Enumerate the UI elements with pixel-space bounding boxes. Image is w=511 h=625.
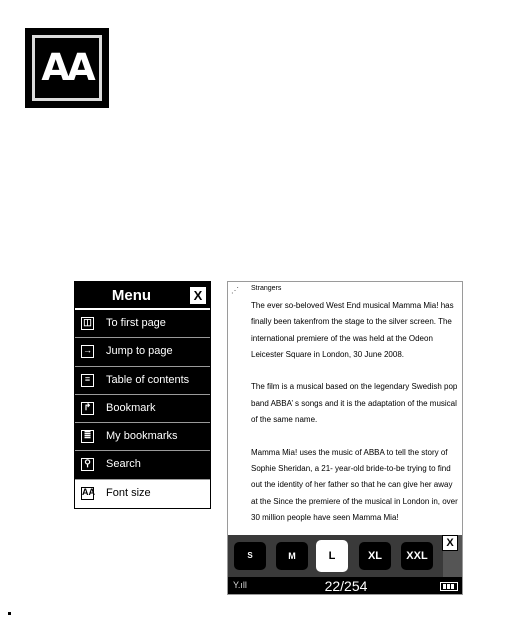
reader-paragraph: The ever so-beloved West End musical Mamma Mia! has finally been takenfrom the stage to the silver screen. The international premiere of the was held at the Odeon Leicester Square in London, 30 June 2008. — [251, 301, 454, 359]
page-indicator: 22/254 — [324, 578, 368, 594]
first-page-icon — [81, 317, 94, 330]
my-bookmarks-icon — [81, 430, 94, 443]
menu-item-font-size[interactable] — [75, 480, 210, 508]
menu-item-to-first-page[interactable] — [75, 310, 210, 338]
chapter-dots-icon: ⋰ — [231, 286, 238, 295]
font-size-xxl-button[interactable]: XXL — [401, 542, 433, 570]
font-size-icon — [81, 487, 94, 500]
table-of-contents-icon-symbol: ≡ — [84, 373, 91, 384]
bookmark-icon-symbol: ↱ — [83, 401, 92, 412]
table-of-contents-icon — [81, 374, 94, 387]
font-bar-close-button[interactable]: X — [442, 535, 458, 551]
reader-paragraph: The film is a musical based on the legendary Swedish pop band ABBA’ s songs and it is the adaptation of the musical of the same name. — [251, 382, 458, 425]
font-size-icon-frame — [32, 35, 102, 101]
menu-title: Menu — [111, 287, 152, 304]
menu-item-search[interactable] — [75, 451, 210, 479]
menu-header — [75, 282, 210, 310]
bookmark-icon — [81, 402, 94, 415]
font-size-bar — [228, 535, 443, 577]
first-page-icon-symbol: ◫ — [83, 317, 92, 327]
menu-panel — [74, 281, 211, 509]
font-size-xl-button[interactable]: XL — [359, 542, 391, 570]
menu-close-button[interactable]: X — [190, 287, 206, 304]
menu-item-table-of-contents[interactable] — [75, 367, 210, 395]
my-bookmarks-icon-symbol: ≣ — [83, 430, 92, 441]
search-icon — [81, 458, 94, 471]
menu-item-my-bookmarks[interactable] — [75, 423, 210, 451]
stray-mark — [8, 612, 11, 615]
menu-item-jump-to-page[interactable] — [75, 338, 210, 366]
jump-to-page-icon — [81, 345, 94, 358]
battery-icon — [440, 582, 458, 591]
chapter-title: Strangers — [251, 285, 282, 292]
menu-item-bookmark[interactable] — [75, 395, 210, 423]
menu-item-label: My bookmarks — [106, 430, 178, 443]
font-size-icon-glyph: AA — [41, 46, 93, 89]
font-size-m-button[interactable]: M — [276, 542, 308, 570]
menu-item-label: Font size — [106, 486, 151, 499]
reader-text[interactable] — [251, 298, 461, 526]
reader-paragraph: Mamma Mia! uses the music of ABBA to tell the story of Sophie Sheridan, a 21- year-old bride-to-be trying to find out the identity of her father so that he can give her away at the Since the premiere of the musical in London in, over 30 million people have seen Mamma Mia! — [251, 447, 458, 522]
search-icon-symbol: ⚲ — [84, 458, 91, 469]
menu-item-label: To first page — [106, 317, 166, 329]
status-bar — [228, 577, 463, 595]
menu-item-label: Table of contents — [106, 373, 190, 386]
font-size-s-button[interactable]: S — [234, 542, 266, 570]
font-size-l-button[interactable]: L — [316, 540, 348, 572]
jump-to-page-icon-symbol: → — [83, 345, 92, 356]
font-size-icon-large — [25, 28, 109, 108]
menu-item-label: Search — [106, 458, 141, 471]
signal-icon: Y.ıll — [233, 580, 247, 590]
menu-item-label: Bookmark — [106, 401, 156, 414]
font-size-icon-symbol: AA — [82, 486, 95, 497]
menu-item-label: Jump to page — [106, 345, 173, 358]
reader-screen — [227, 281, 463, 595]
